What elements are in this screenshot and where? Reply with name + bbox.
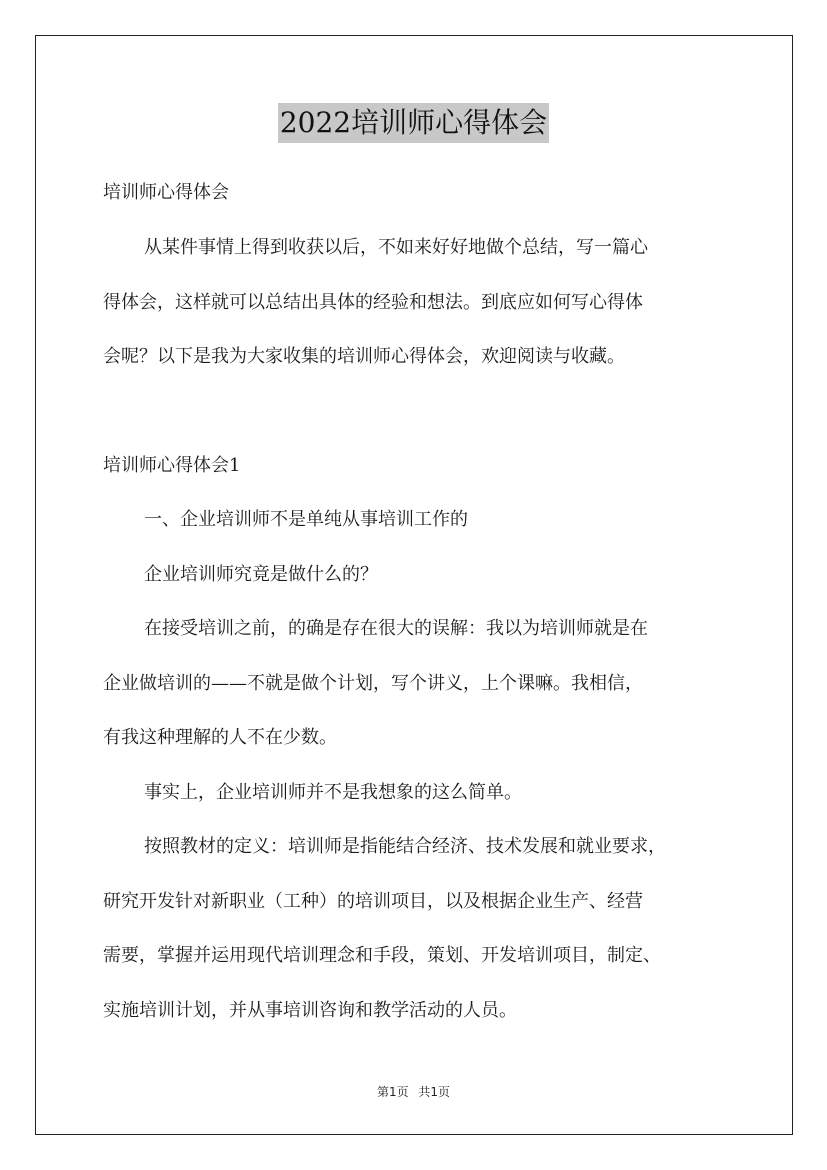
title-wrap [0, 103, 827, 143]
section-heading: 培训师心得体会 [103, 182, 229, 203]
paragraph-line: 实施培训计划，并从事培训咨询和教学活动的人员。 [103, 1000, 517, 1021]
paragraph-line: 需要，掌握并运用现代培训理念和手段，策划、开发培训项目，制定、 [103, 945, 661, 966]
paragraph-line: 会呢？以下是我为大家收集的培训师心得体会，欢迎阅读与收藏。 [103, 346, 625, 367]
paragraph-line: 得体会，这样就可以总结出具体的经验和想法。到底应如何写心得体 [103, 292, 643, 313]
page-footer [0, 1084, 827, 1100]
paragraph-line: 事实上，企业培训师并不是我想象的这么简单。 [144, 782, 522, 803]
section-heading: 培训师心得体会1 [103, 455, 241, 476]
paragraph-line: 按照教材的定义：培训师是指能结合经济、技术发展和就业要求， [144, 836, 666, 857]
document-title: 2022培训师心得体会 [278, 103, 549, 143]
paragraph-line: 企业做培训的——不就是做个计划，写个讲义，上个课嘛。我相信， [103, 673, 643, 694]
page-number: 第1页 [376, 1085, 409, 1099]
paragraph-line: 在接受培训之前，的确是存在很大的误解：我以为培训师就是在 [144, 618, 648, 639]
paragraph-line: 企业培训师究竟是做什么的？ [144, 564, 378, 585]
paragraph-line: 从某件事情上得到收获以后，不如来好好地做个总结，写一篇心 [144, 237, 648, 258]
page-total: 共1页 [418, 1085, 451, 1099]
paragraph-line: 有我这种理解的人不在少数。 [103, 727, 337, 748]
paragraph-line: 研究开发针对新职业（工种）的培训项目，以及根据企业生产、经营 [103, 891, 643, 912]
subheading: 一、企业培训师不是单纯从事培训工作的 [144, 509, 468, 530]
